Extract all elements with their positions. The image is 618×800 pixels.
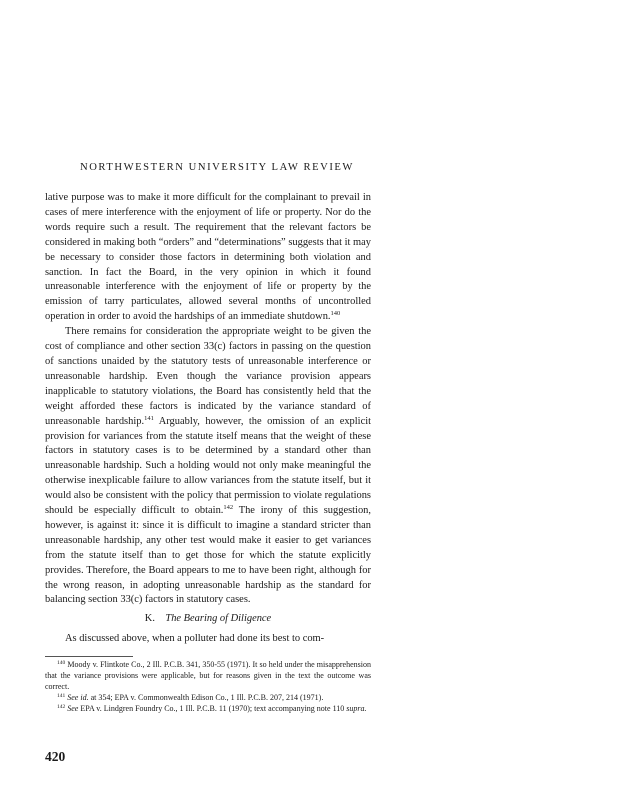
footnote-number: 140 <box>57 660 66 666</box>
footnote-number: 141 <box>57 692 66 699</box>
paragraph-2 <box>45 325 371 608</box>
main-text <box>45 191 371 647</box>
footnote-supra: supra. <box>346 703 367 713</box>
footnote-divider <box>45 656 133 657</box>
footnote-signal: See <box>67 703 79 713</box>
section-title: The Bearing of Diligence <box>165 613 272 625</box>
paragraph-3: As discussed above, when a polluter had done its best to com- <box>65 633 325 645</box>
footnotes <box>45 660 371 715</box>
footnote-ref-142: 142 <box>223 504 234 512</box>
footnote-signal: See id. <box>67 692 89 702</box>
footnote-number: 142 <box>57 703 66 710</box>
paragraph-2-text-b: Arguably, however, the omission of an explicit provision for variances from the statute itself means that the weight of these factors in statutory cases is to be determined by a standard other than unreasonable hardship. Such a holding would not only make meaningful the otherwise inexplicable failure to allow variances from the statute itself, but it would also be consistent with the policy that permission to violate regulations should be especially difficult to obtain. <box>45 415 371 517</box>
footnote-142 <box>45 704 371 715</box>
paragraph-2-text-a: There remains for consideration the appropriate weight to be given the cost of compliance and other section 33(c) factors in passing on the question of sanctions unaided by the statutory tests of unreasonable interference or unreasonable hardship. Even though the variance provision appears inapplicable to statutory violations, the Board has consistently held that the weight afforded these factors is indicated by the variance standard of unreasonable hardship. <box>45 326 371 427</box>
footnote-140 <box>45 660 371 693</box>
paragraph-1 <box>45 191 371 325</box>
running-header: NORTHWESTERN UNIVERSITY LAW REVIEW <box>80 162 354 173</box>
footnote-text: at 354; EPA v. Commonwealth Edison Co., 1 Ill. P.C.B. 207, 214 (1971). <box>88 692 324 702</box>
footnote-text: EPA v. Lindgren Foundry Co., 1 Ill. P.C.B. 11 (1970); text accompanying note 110 <box>78 703 347 713</box>
paragraph-2-text-c: The irony of this suggestion, however, is against it: since it is difficult to imagine a standard stricter than unreasonable hardship, any other test would make it easier to get variances from the statute itself than to get those for which the statute explicitly provides. Therefore, the Board appears to me to have been right, although for the wrong reason, in adopting unreasonable hardship as the standard for balancing section 33(c) factors in statutory cases. <box>45 505 371 606</box>
footnote-text: Moody v. Flintkote Co., 2 Ill. P.C.B. 341, 350-55 (1971). It so held under the misapprehension that the variance provisions were applicable, but for reasons given in the text the outcome was correct. <box>45 660 371 691</box>
paragraph-1-text: lative purpose was to make it more difficult for the complainant to prevail in cases of mere interference with the enjoyment of life or property. Nor do the words require such a result. The requirement that the relevant factors be considered in making both “orders” and “determinations” suggests that it may be necessary to consider those factors in determining both violation and sanction. In fact the Board, in the very opinion in which it found unreasonable interference with the enjoyment of life or property by the emission of tarry particulates, allowed several months of uncontrolled operation in order to avoid the hardships of an immediate shutdown. <box>45 192 371 323</box>
section-heading <box>45 612 371 627</box>
footnote-ref-140: 140 <box>330 310 341 318</box>
footnote-ref-141: 141 <box>144 414 154 422</box>
page-number: 420 <box>45 749 66 764</box>
footnote-141 <box>45 693 371 704</box>
section-letter: K. <box>144 613 155 625</box>
